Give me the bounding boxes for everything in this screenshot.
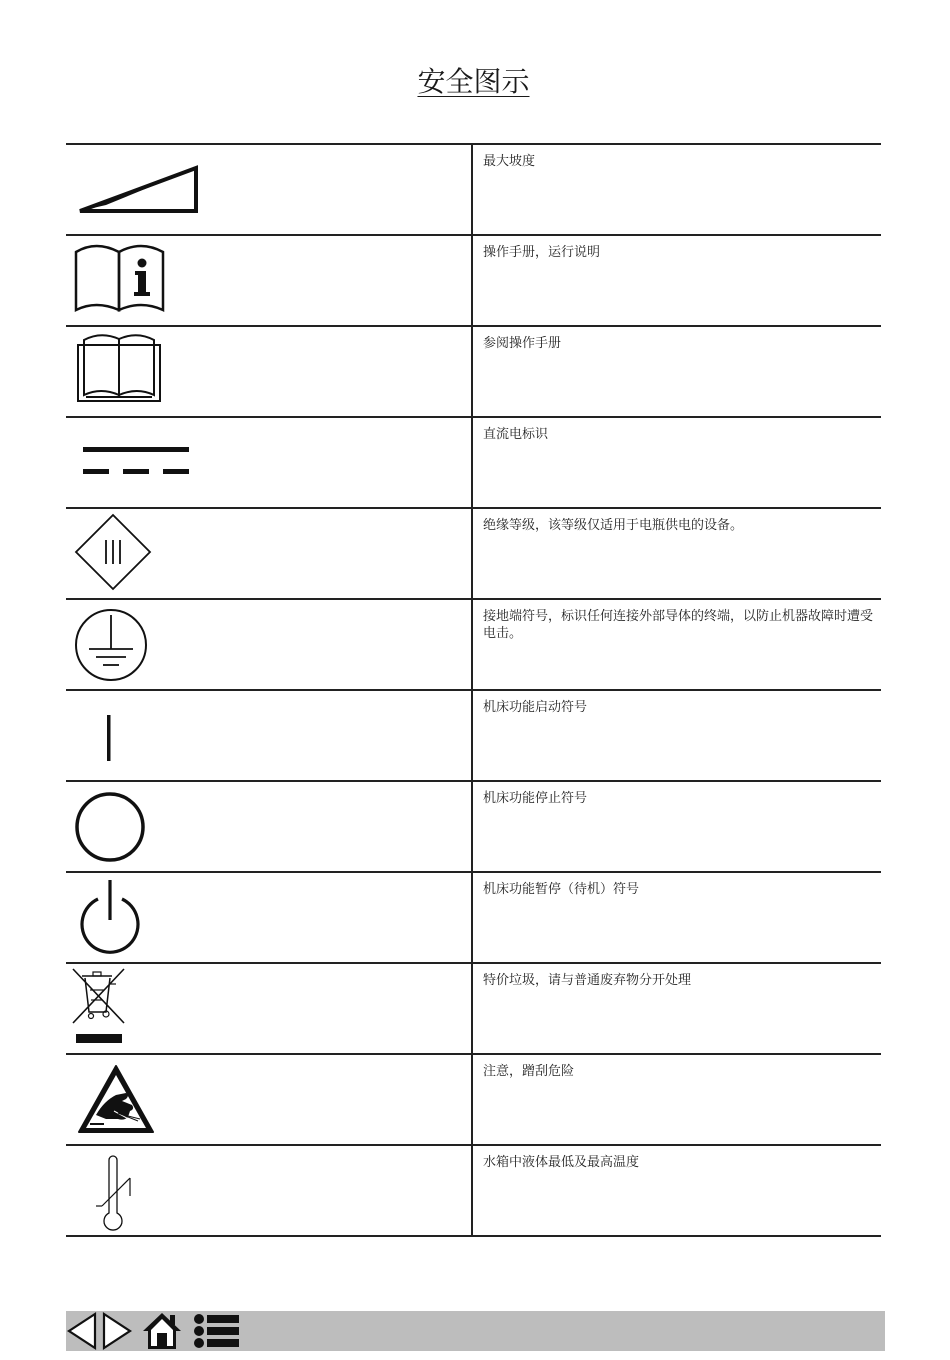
table-row [66,509,881,600]
description-text: 机床功能暂停（待机）符号 [483,882,640,897]
home-icon[interactable] [140,1311,184,1351]
contents-list-icon[interactable] [191,1311,241,1351]
page-navigation-bar [66,1311,885,1351]
description-text: 水箱中液体最低及最高温度 [483,1155,640,1170]
description-text: 最大坡度 [483,154,536,169]
symbol-cell [66,782,473,871]
symbol-cell [66,145,473,234]
description-text: 接地端符号，标识任何连接外部导体的终端，以防止机器故障时遭受电击。 [483,609,874,641]
table-row [66,691,881,782]
symbol-cell [66,509,473,598]
max-slope-icon [66,145,206,234]
symbol-cell [66,236,473,325]
temperature-range-icon [66,1146,206,1235]
standby-icon [66,873,206,962]
table-row [66,873,881,964]
protective-earth-icon [66,600,206,689]
hand-crush-warning-icon [66,1055,206,1144]
table-row [66,418,881,509]
description-text: 机床功能启动符号 [483,700,588,715]
power-on-icon [66,691,206,780]
symbols-table [66,143,881,1237]
table-row [66,236,881,327]
read-manual-icon [66,327,206,416]
previous-page-icon[interactable] [66,1311,100,1351]
description-text: 特价垃圾，请与普通废弃物分开处理 [483,973,692,988]
power-off-icon [66,782,206,871]
manual-info-icon [66,236,206,325]
table-row [66,782,881,873]
description-text: 机床功能停止符号 [483,791,588,806]
description-text: 参阅操作手册 [483,336,562,351]
description-text: 绝缘等级，该等级仅适用于电瓶供电的设备。 [483,518,744,533]
table-row [66,327,881,418]
table-row [66,1055,881,1146]
direct-current-icon [66,418,206,507]
next-page-icon[interactable] [101,1311,135,1351]
table-row [66,964,881,1055]
table-row [66,600,881,691]
symbol-cell [66,691,473,780]
table-row [66,145,881,236]
symbol-cell [66,327,473,416]
symbol-cell [66,1146,473,1235]
symbol-cell [66,873,473,962]
symbol-cell [66,418,473,507]
weee-bin-icon [66,964,206,1053]
description-text: 操作手册，运行说明 [483,245,601,260]
symbol-cell [66,600,473,689]
page-title: 安全图示 [417,65,530,98]
description-text: 注意，蹭刮危险 [483,1064,575,1079]
symbol-cell [66,964,473,1053]
table-row [66,1146,881,1237]
insulation-class-iii-icon [66,509,206,598]
symbol-cell [66,1055,473,1144]
description-text: 直流电标识 [483,427,549,442]
